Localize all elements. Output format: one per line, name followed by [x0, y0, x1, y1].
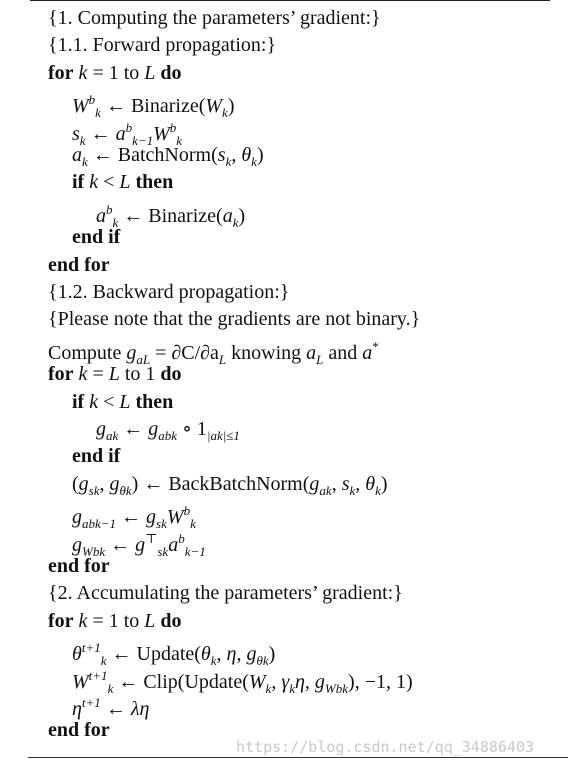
algorithm-token: k: [289, 680, 295, 696]
algorithm-token: = ∂C/∂a: [150, 341, 219, 364]
algorithm-token: do: [160, 61, 182, 84]
algorithm-token: then: [135, 171, 174, 194]
algorithm-token: g: [78, 472, 89, 495]
algorithm-token: L: [144, 61, 156, 84]
algorithm-token: k: [107, 680, 114, 696]
algorithm-token: k: [82, 154, 88, 169]
algorithm-token: ,: [216, 643, 227, 666]
algorithm-line: [48, 305, 420, 333]
algorithm-token: a: [115, 122, 126, 145]
algorithm-token: =: [87, 363, 109, 386]
algorithm-token: g: [135, 533, 146, 556]
algorithm-token: k: [190, 516, 196, 532]
algorithm-token: ): [238, 204, 246, 227]
algorithm-token: do: [160, 609, 182, 632]
algorithm-token: sk: [157, 543, 169, 559]
algorithm-token: ,: [355, 472, 366, 495]
algorithm-token: a: [168, 533, 179, 556]
algorithm-line: [48, 59, 182, 87]
algorithm-token: s: [341, 472, 350, 495]
algorithm-token: η: [226, 643, 237, 666]
algorithm-token: θ: [365, 472, 376, 495]
algorithm-token: b: [183, 503, 191, 519]
algorithm-line: [72, 470, 388, 498]
algorithm-token: aL: [136, 351, 151, 367]
algorithm-token: θk: [119, 482, 132, 498]
algorithm-line: [48, 552, 110, 580]
algorithm-token: and: [323, 341, 363, 364]
algorithm-token: k: [78, 363, 88, 386]
algorithm-token: L: [218, 351, 227, 367]
algorithm-token: abk−1: [82, 516, 117, 532]
algorithm-line: [72, 114, 183, 148]
algorithm-token: ← Update(: [106, 643, 201, 666]
algorithm-token: ): [227, 95, 235, 118]
algorithm-line: [72, 442, 120, 470]
algorithm-token: k: [222, 105, 228, 121]
algorithm-token: W: [153, 122, 170, 145]
algorithm-line: [72, 662, 413, 696]
algorithm-token: for: [48, 363, 74, 386]
algorithm-line: [48, 31, 276, 59]
algorithm-token: (: [72, 472, 79, 495]
algorithm-token: k: [79, 132, 86, 148]
algorithm-token: k: [375, 482, 381, 498]
algorithm-token: ak: [106, 428, 119, 443]
algorithm-token: k: [210, 653, 217, 669]
algorithm-token: ← Binarize(: [118, 204, 223, 227]
algorithm-token: a: [72, 144, 82, 166]
algorithm-token: knowing: [226, 341, 307, 364]
algorithm-token: g: [314, 670, 325, 693]
algorithm-token: t+1: [88, 667, 108, 683]
algorithm-line: [48, 251, 110, 279]
algorithm-token: t+1: [81, 695, 101, 710]
algorithm-token: abk: [158, 428, 178, 443]
algorithm-token: W: [72, 95, 89, 118]
algorithm-token: {Please note that the gradients are not binary.}: [48, 308, 421, 331]
algorithm-token: η: [295, 670, 305, 693]
algorithm-token: ←: [85, 122, 116, 145]
algorithm-token: a: [306, 341, 317, 364]
algorithm-token: a: [96, 204, 106, 227]
algorithm-token: end for: [48, 719, 110, 742]
algorithm-token: ←: [118, 418, 149, 440]
algorithm-line: [72, 223, 120, 251]
algorithm-token: L: [119, 171, 131, 194]
algorithm-token: L: [108, 363, 120, 386]
algorithm-token: b: [106, 201, 113, 217]
algorithm-line: [48, 607, 182, 635]
algorithm-token: k: [251, 154, 257, 169]
algorithm-token: L: [144, 609, 156, 632]
algorithm-token: do: [160, 363, 182, 386]
algorithm-line: [48, 333, 379, 367]
algorithm-token: k: [78, 609, 88, 632]
algorithm-token: ) ← BackBatchNorm(: [131, 472, 310, 495]
algorithm-token: L: [119, 390, 131, 413]
algorithm-token: g: [96, 418, 106, 440]
algorithm-token: ←: [116, 506, 147, 529]
algorithm-line: [48, 579, 403, 607]
algorithm-token: g: [148, 418, 159, 440]
algorithm-token: ): [256, 144, 264, 166]
algorithm-token: ,: [331, 472, 342, 495]
algorithm-token: b: [169, 119, 177, 135]
algorithm-token: W: [248, 670, 266, 693]
algorithm-token: k: [265, 680, 272, 696]
algorithm-token: g: [126, 341, 137, 364]
algorithm-token: θ: [72, 643, 82, 666]
algorithm-line: [72, 168, 173, 196]
algorithm-token: k: [112, 214, 119, 230]
algorithm-token: {1. Computing the parameters’ gradient:}: [48, 7, 381, 29]
algorithm-token: θ: [200, 643, 211, 666]
algorithm-token: k: [78, 61, 88, 84]
algorithm-token: end for: [48, 555, 110, 577]
algorithm-token: η: [72, 698, 82, 720]
algorithm-token: k: [100, 653, 107, 669]
algorithm-token: θk: [256, 653, 269, 669]
watermark-url: https://blog.csdn.net/qq_34886403: [236, 738, 535, 756]
algorithm-line: [72, 634, 276, 669]
algorithm-line: [72, 689, 150, 720]
algorithm-token: end if: [72, 226, 121, 249]
algorithm-token: ,: [231, 144, 242, 166]
algorithm-line: [48, 360, 182, 388]
algorithm-token: if: [72, 171, 85, 194]
algorithm-token: ←: [100, 698, 131, 720]
algorithm-token: k: [232, 214, 239, 230]
algorithm-line: [96, 415, 240, 443]
algorithm-token: for: [48, 61, 74, 84]
bottom-rule: [28, 757, 568, 758]
algorithm-token: ← BatchNorm(: [87, 144, 218, 166]
algorithm-token: end for: [48, 253, 110, 276]
algorithm-token: ← Clip(Update(: [113, 670, 249, 693]
algorithm-token: γ: [281, 670, 290, 693]
algorithm-token: ⊤: [145, 530, 158, 546]
algorithm-token: <: [98, 171, 120, 194]
algorithm-token: s: [72, 122, 80, 145]
algorithm-token: Wbk: [324, 680, 349, 696]
algorithm-token: Compute: [48, 341, 127, 364]
algorithm-token: ← Binarize(: [100, 95, 206, 118]
algorithm-token: end if: [72, 445, 121, 468]
top-rule: [30, 0, 550, 1]
algorithm-token: {1.1. Forward propagation:}: [48, 34, 277, 57]
algorithm-line: [48, 4, 381, 32]
algorithm-token: *: [372, 338, 379, 354]
algorithm-token: = 1 to: [87, 609, 145, 632]
algorithm-token: b: [178, 530, 185, 546]
algorithm-token: ←: [105, 533, 136, 556]
algorithm-token: a: [222, 204, 233, 227]
algorithm-token: |ak|≤1: [206, 428, 240, 443]
algorithm-line: [72, 388, 173, 416]
algorithm-token: sk: [88, 482, 100, 498]
algorithm-token: ,: [99, 472, 110, 495]
algorithm-token: k: [176, 132, 183, 148]
algorithm-token: ,: [304, 670, 315, 693]
algorithm-token: k: [89, 390, 99, 413]
algorithm-token: then: [135, 390, 174, 413]
algorithm-token: b: [88, 92, 96, 108]
algorithm-token: g: [309, 472, 320, 495]
algorithm-token: ,: [271, 670, 282, 693]
algorithm-line: [48, 278, 289, 306]
algorithm-line: [96, 196, 246, 230]
algorithm-token: k−1: [184, 543, 206, 559]
algorithm-token: sk: [156, 516, 167, 532]
algorithm-token: ∘ 1: [177, 418, 207, 440]
algorithm-token: a: [362, 341, 373, 364]
algorithm-token: λη: [130, 698, 150, 720]
algorithm-token: g: [246, 643, 257, 666]
algorithm-token: for: [48, 609, 74, 632]
algorithm-token: g: [109, 472, 120, 495]
algorithm-line: [72, 86, 235, 121]
algorithm-token: to 1: [119, 363, 161, 386]
algorithm-token: ): [268, 643, 276, 666]
algorithm-token: L: [316, 351, 324, 367]
algorithm-token: if: [72, 390, 85, 413]
algorithm-token: {2. Accumulating the parameters’ gradient:}: [48, 582, 403, 605]
algorithm-token: g: [72, 506, 82, 529]
algorithm-token: g: [72, 533, 82, 556]
algorithm-token: t+1: [81, 640, 101, 656]
algorithm-token: k: [225, 154, 232, 169]
algorithm-token: Wbk: [82, 543, 106, 559]
algorithm-token: W: [72, 670, 89, 693]
algorithm-token: ak: [319, 482, 332, 498]
algorithm-token: W: [166, 506, 184, 529]
algorithm-token: W: [205, 95, 223, 118]
algorithm-line: [48, 716, 110, 744]
algorithm-token: ): [380, 472, 388, 495]
algorithm-token: ), −1, 1): [348, 670, 413, 693]
algorithm-line: [72, 141, 264, 169]
algorithm-line: [72, 497, 196, 532]
algorithm-token: k: [95, 105, 101, 121]
algorithm-line: [72, 525, 206, 559]
algorithm-token: k: [89, 171, 99, 194]
algorithm-token: k: [349, 482, 356, 498]
algorithm-token: θ: [241, 144, 252, 166]
algorithm-token: = 1 to: [87, 61, 145, 84]
algorithm-token: k−1: [132, 132, 154, 148]
algorithm-token: b: [125, 119, 133, 135]
algorithm-token: s: [217, 144, 226, 166]
algorithm-token: ,: [236, 643, 247, 666]
algorithm-token: {1.2. Backward propagation:}: [48, 281, 290, 303]
algorithm-token: <: [98, 390, 120, 413]
algorithm-token: g: [146, 506, 157, 529]
